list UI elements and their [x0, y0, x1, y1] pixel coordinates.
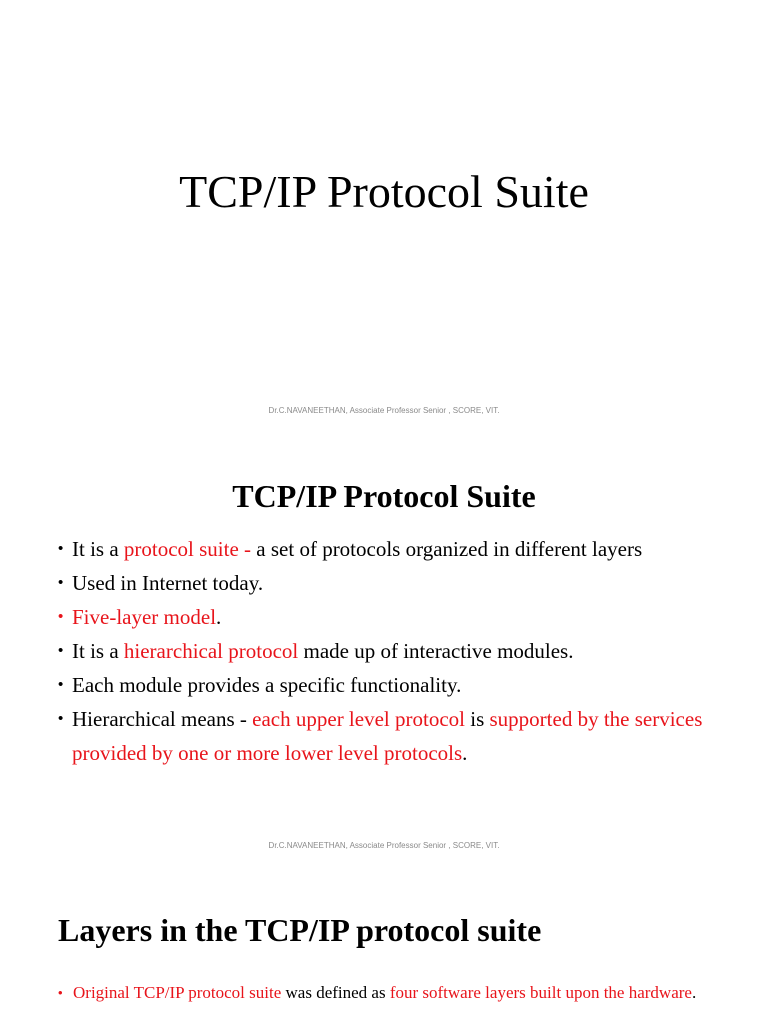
text-run: . [691, 983, 697, 1002]
bullet-icon: • [58, 608, 64, 625]
highlight-text: Original TCP/IP protocol suite [73, 983, 282, 1002]
slide-footer: Dr.C.NAVANEETHAN, Associate Professor Senior , SCORE, VIT. [268, 406, 500, 415]
list-item [58, 982, 718, 1003]
text-run: was defined as [281, 983, 390, 1002]
bullet-icon: • [58, 710, 64, 727]
slide-title [0, 0, 768, 432]
bullet-icon: • [58, 540, 64, 557]
bullet-list [58, 982, 718, 1003]
text-run: . [216, 605, 222, 629]
list-item [58, 532, 708, 566]
highlight-text: hierarchical protocol [123, 639, 299, 663]
text-run: Used in Internet today. [72, 571, 264, 595]
list-item [58, 668, 708, 702]
bullet-icon: • [58, 676, 64, 693]
text-run: It is a [72, 639, 124, 663]
text-run: made up of interactive modules. [298, 639, 574, 663]
text-run: Each module provides a specific functionality. [72, 673, 462, 697]
text-run: . [462, 741, 468, 765]
highlight-text: supported by the services provided by one or more lower level protocols [72, 707, 703, 765]
bullet-list [58, 532, 708, 770]
list-item [58, 566, 708, 600]
slide-layers [0, 864, 768, 1024]
bullet-icon: • [58, 985, 63, 1000]
bullet-icon: • [58, 574, 64, 591]
bullet-icon: • [58, 642, 64, 659]
text-run: is [464, 707, 490, 731]
list-item [58, 702, 708, 770]
list-item [58, 634, 708, 668]
highlight-text: each upper level protocol [252, 707, 465, 731]
slide-heading: TCP/IP Protocol Suite [232, 478, 536, 514]
text-run: a set of protocols organized in different layers [256, 537, 643, 561]
text-run: Hierarchical means - [72, 707, 253, 731]
slide-title-heading: TCP/IP Protocol Suite [179, 166, 589, 217]
slide-overview [0, 432, 768, 864]
highlight-text: four software layers built upon the hardware [389, 983, 692, 1002]
list-item [58, 600, 708, 634]
slide-footer: Dr.C.NAVANEETHAN, Associate Professor Senior , SCORE, VIT. [268, 841, 500, 850]
slide-heading: Layers in the TCP/IP protocol suite [58, 912, 542, 948]
highlight-text: Five-layer model [72, 605, 217, 629]
highlight-text: protocol suite - [123, 537, 257, 561]
text-run: It is a [72, 537, 124, 561]
